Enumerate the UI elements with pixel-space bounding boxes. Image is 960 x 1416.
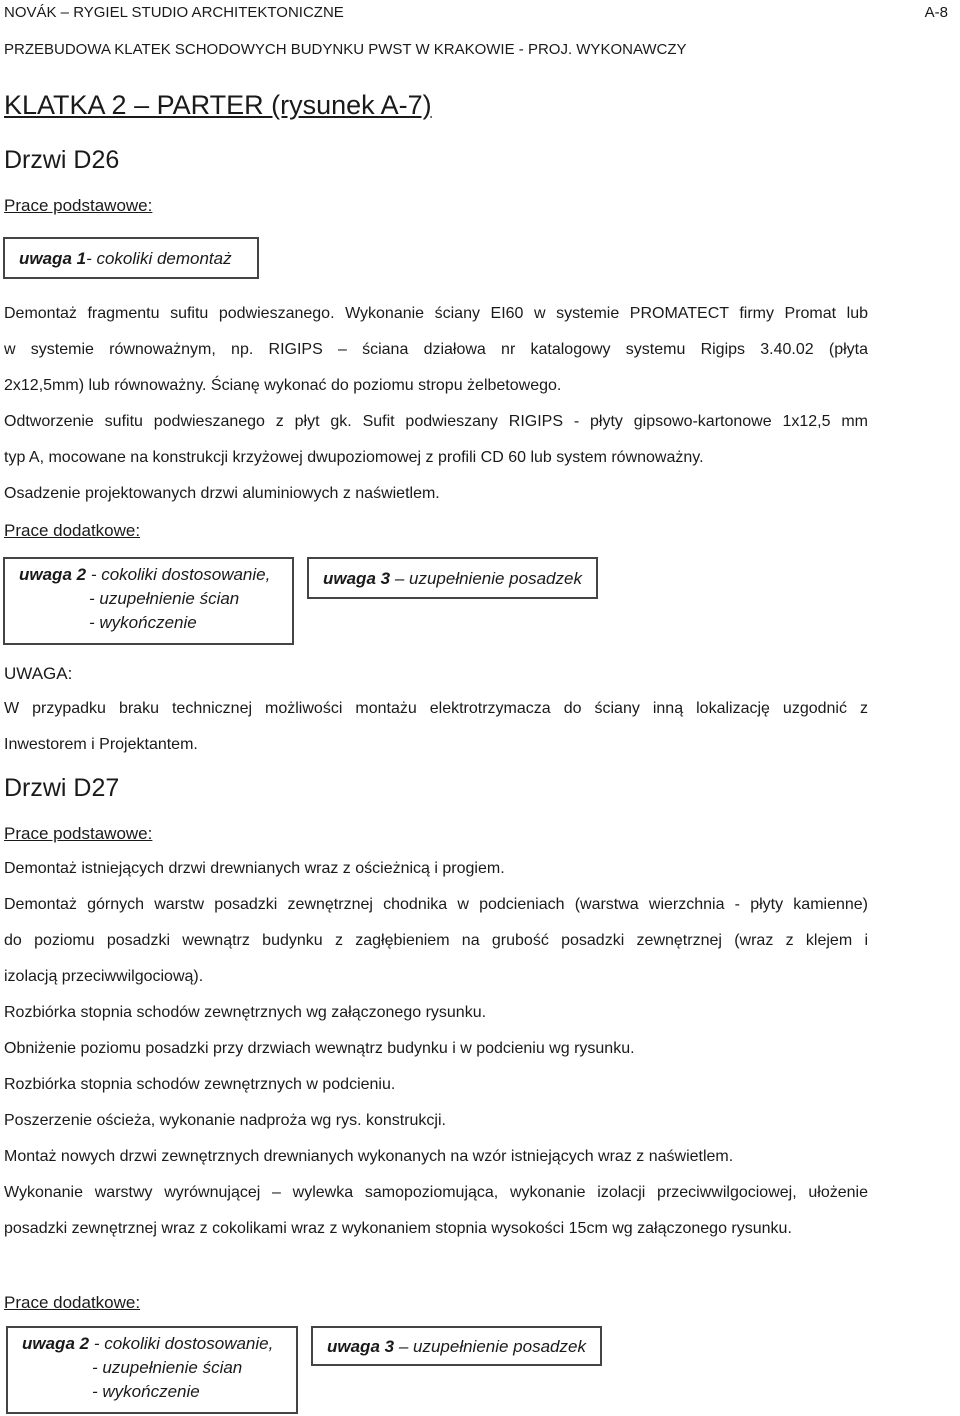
d27-note3-text: – uzupełnienie posadzek: [394, 1337, 586, 1356]
d26-line-3: 2x12,5mm) lub równoważny. Ścianę wykonać do poziomu stropu żelbetowego.: [4, 377, 562, 394]
d27-line-2: Demontaż górnych warstw posadzki zewnętrznej chodnika w podcieniach (warstwa wierzchnia - płyty kamienne): [4, 896, 868, 913]
d26-line-6: Osadzenie projektowanych drzwi aluminiowych z naświetlem.: [4, 485, 440, 502]
note2-line3: - wykończenie: [89, 613, 197, 632]
d27-note2-line2: - uzupełnienie ścian: [92, 1358, 243, 1377]
d27-lines: [4, 860, 868, 1256]
d26-line-2: w systemie równoważnym, np. RIGIPS – ściana działowa nr katalogowy systemu Rigips 3.40.02 (płyta: [4, 341, 868, 358]
d27-note3-box: [311, 1326, 602, 1366]
warning-line-2: Inwestorem i Projektantem.: [4, 736, 198, 753]
warning-line-1: W przypadku braku technicznej możliwości montażu elektrotrzymacza do ściany inną lokalizację uzgodnić z: [4, 700, 868, 717]
d27-line-7: Rozbiórka stopnia schodów zewnętrznych w podcieniu.: [4, 1076, 396, 1093]
d27-line-3: do poziomu posadzki wewnątrz budynku z zagłębieniem na grubość posadzki zewnętrznej (wraz z klejem i: [4, 932, 868, 949]
note1-text: - cokoliki demontaż: [86, 249, 232, 268]
d26-basic-heading: Prace podstawowe:: [4, 196, 153, 215]
d27-note2-label: uwaga 2: [22, 1334, 90, 1353]
d27-line-11: posadzki zewnętrznej wraz z cokolikami wraz z wykonaniem stopnia wysokości 15cm wg załączonego rysunku.: [4, 1220, 792, 1237]
note3-text: – uzupełnienie posadzek: [390, 569, 582, 588]
d26-warning-heading: UWAGA:: [4, 664, 73, 683]
d27-note2-line3: - wykończenie: [92, 1382, 200, 1401]
note2-label: uwaga 2: [19, 565, 87, 584]
d26-line-5: typ A, mocowane na konstrukcji krzyżowej dwupoziomowej z profili CD 60 lub system równoważny.: [4, 449, 704, 466]
d26-line-1: Demontaż fragmentu sufitu podwieszanego. Wykonanie ściany EI60 w systemie PROMATECT firmy Promat lub: [4, 305, 868, 322]
page-title: KLATKA 2 – PARTER (rysunek A-7): [4, 90, 432, 120]
note2-line2: - uzupełnienie ścian: [89, 589, 240, 608]
d27-title: Drzwi D27: [4, 774, 120, 802]
d26-note3-box: [307, 557, 598, 599]
d27-extra-heading: Prace dodatkowe:: [4, 1293, 141, 1312]
d27-line-5: Rozbiórka stopnia schodów zewnętrznych wg załączonego rysunku.: [4, 1004, 487, 1021]
d27-note3-label: uwaga 3: [327, 1337, 395, 1356]
page-number: A-8: [924, 4, 948, 21]
d26-line-4: Odtworzenie sufitu podwieszanego z płyt gk. Sufit podwieszany RIGIPS - płyty gipsowo-kartonowe 1x12,5 mm: [4, 413, 868, 430]
header-project: PRZEBUDOWA KLATEK SCHODOWYCH BUDYNKU PWST W KRAKOWIE - PROJ. WYKONAWCZY: [4, 41, 687, 58]
d27-basic-heading: Prace podstawowe:: [4, 824, 153, 843]
d27-line-6: Obniżenie poziomu posadzki przy drzwiach wewnątrz budynku i w podcieniu wg rysunku.: [4, 1040, 635, 1057]
d27-note2-line1: - cokoliki dostosowanie,: [89, 1334, 274, 1353]
d27-line-9: Montaż nowych drzwi zewnętrznych drewnianych wykonanych na wzór istniejących wraz z naświetlem.: [4, 1148, 734, 1165]
d27-line-8: Poszerzenie ościeża, wykonanie nadproża wg rys. konstrukcji.: [4, 1112, 446, 1129]
note2-line1: - cokoliki dostosowanie,: [86, 565, 271, 584]
d27-line-1: Demontaż istniejących drzwi drewnianych wraz z ościeżnicą i progiem.: [4, 860, 505, 877]
d27-line-4: izolacją przeciwwilgociową).: [4, 968, 204, 985]
header-studio: NOVÁK – RYGIEL STUDIO ARCHITEKTONICZNE: [4, 4, 344, 21]
d27-note2-box: [6, 1326, 298, 1414]
d26-extra-heading: Prace dodatkowe:: [4, 521, 141, 540]
d26-title: Drzwi D26: [4, 146, 120, 174]
d26-note2-box: [3, 557, 294, 645]
note1-label: uwaga 1: [19, 249, 87, 268]
d26-note1-box: [3, 237, 259, 279]
d27-line-10: Wykonanie warstwy wyrównującej – wylewka samopoziomująca, wykonanie izolacji przeciwwilgociowej, ułożenie: [4, 1184, 868, 1201]
d26-warning: [4, 700, 868, 772]
note3-label: uwaga 3: [323, 569, 391, 588]
d26-paragraphs: [4, 305, 866, 521]
